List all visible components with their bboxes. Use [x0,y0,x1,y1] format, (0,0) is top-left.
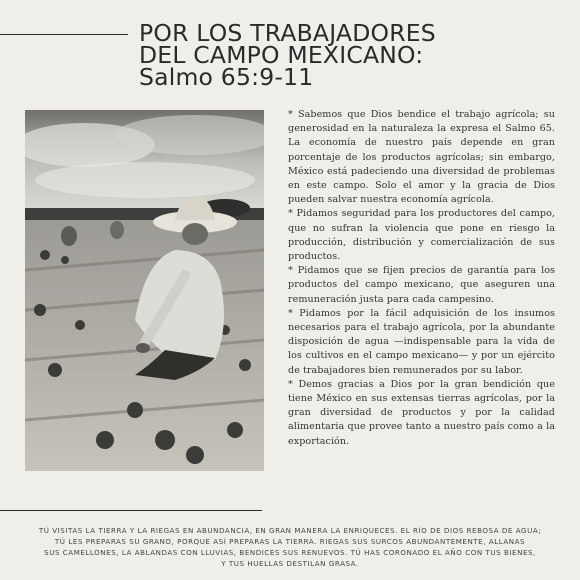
farmworker-photo [25,110,264,471]
bottom-divider [0,510,262,511]
prayer-paragraph: * Sabemos que Dios bendice el trabajo agrícola; su generosidad en la naturaleza la expresa el Salmo 65. La economía de nuestro país depende en gran porcentaje de los productos agrícolas; sin embargo, México está padeciendo una diversidad de problemas en este campo. Solo el amor y la gracia de Dios pueden salvar nuestra economía agrícola. [288,109,555,206]
verse-line-1: TÚ VISITAS LA TIERRA Y LA RIEGAS EN ABUNDANCIA, EN GRAN MANERA LA ENRIQUECES. EL RÍO DE DIOS REBOSA DE AGUA; [38,526,542,535]
top-divider [0,34,128,35]
prayer-paragraph: * Demos gracias a Dios por la gran bendición que tiene México en sus extensas tierras agrícolas, por la gran diversidad de productos y por la calidad alimentaria que provee tanto a nuestro país como a la exportación. [288,378,555,447]
page-title [139,19,569,91]
psalm-verse [14,525,566,569]
title-line-1: POR LOS TRABAJADORES [139,19,436,47]
title-line-2: DEL CAMPO MEXICANO: [139,41,424,69]
verse-line-2: TÚ LES PREPARAS SU GRANO, PORQUE ASÍ PREPARAS LA TIERRA. RIEGAS SUS SURCOS ABUNDANTEMENTE, ALLANAS [54,537,526,546]
title-line-3: Salmo 65:9-11 [139,63,314,91]
prayer-paragraph: * Pidamos por la fácil adquisición de los insumos necesarios para el trabajo agrícola, por la abundante disposición de agua —indispensable para la vida de los cultivos en el campo mexicano— y por un ejército de trabajadores bien remunerados por su labor. [288,307,555,376]
verse-line-4: Y TUS HUELLAS DESTILAN GRASA. [221,559,359,568]
prayer-paragraph: * Pidamos seguridad para los productores del campo, que no sufran la violencia que pone en riesgo la producción, distribución y comercialización de sus productos. [288,208,555,263]
prayer-paragraph: * Pidamos que se fijen precios de garantía para los productos del campo mexicano, que aseguren una remuneración justa para cada campesino. [288,265,555,305]
farmworker-illustration [25,110,264,471]
prayer-text [288,108,555,449]
verse-line-3: SUS CAMELLONES, LA ABLANDAS CON LLUVIAS, BENDICES SUS RENUEVOS. TÚ HAS CORONADO EL AÑO CON TUS BIENES, [44,548,536,557]
